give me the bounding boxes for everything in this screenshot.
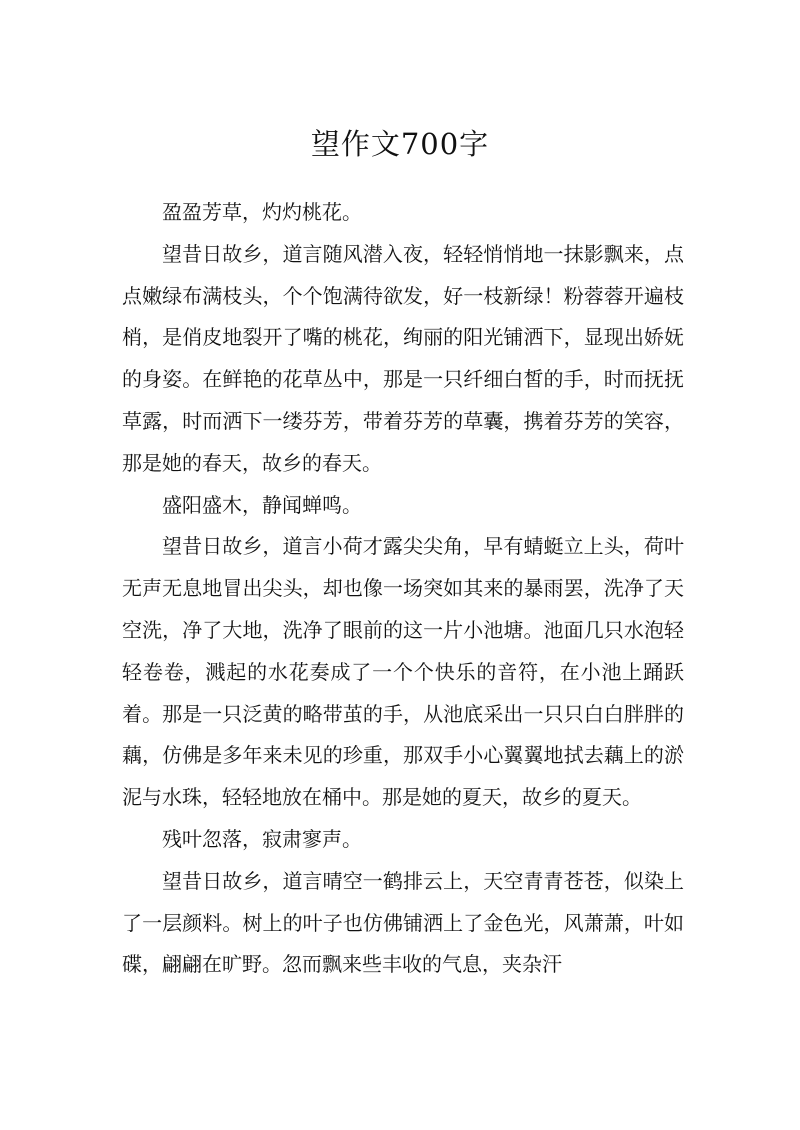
paragraph-3: 盛阳盛木，静闻蝉鸣。 — [162, 492, 362, 517]
paragraph-1: 盈盈芳草，灼灼桃花。 — [162, 200, 362, 224]
paragraph-5: 残叶忽落，寂肃寥声。 — [162, 826, 362, 851]
paragraph-4: 望昔日故乡，道言小荷才露尖尖角，早有蜻蜓立上头，荷叶无声无息地冒出尖头，却也像一场突如其来的暴雨罢，洗净了天空洗，净了大地，洗净了眼前的这一片小池塘。池面几只水泡轻轻卷卷，溅起的水花奏成了一个个快乐的音符，在小池上踊跃着。那是一只泛黄的略带茧的手，从池底采出一只只白白胖胖的藕，仿佛是多年来未见的珍重，那双手小心翼翼地拭去藕上的淤泥与水珠，轻轻地放在桶中。那是她的夏天，故乡的夏天。 — [122, 534, 684, 810]
paragraph-2: 望昔日故乡，道言随风潜入夜，轻轻悄悄地一抹影飘来，点点嫩绿布满枝头，个个饱满待欲发，好一枝新绿！粉蓉蓉开遍枝梢，是俏皮地裂开了嘴的桃花，绚丽的阳光铺洒下，显现出娇妩的身姿。在鲜艳的花草丛中，那是一只纤细白皙的手，时而抚抚草露，时而洒下一缕芬芳，带着芬芳的草囊，携着芬芳的笑容，那是她的春天，故乡的春天。 — [122, 241, 684, 475]
document-body — [122, 192, 684, 986]
document-title: 望作文700字 — [310, 127, 490, 161]
paragraph-6: 望昔日故乡，道言晴空一鹤排云上，天空青青苍苍，似染上了一层颜料。树上的叶子也仿佛铺洒上了金色光，风萧萧，叶如碟，翩翩在旷野。忽而飘来些丰收的气息，夹杂汗 — [122, 868, 684, 977]
